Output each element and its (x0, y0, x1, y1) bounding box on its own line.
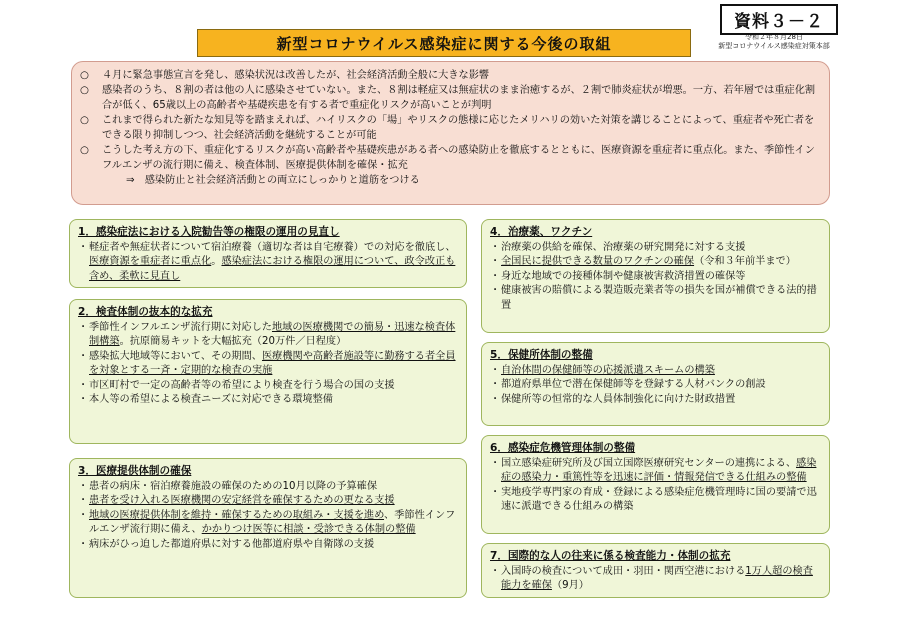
bullet-icon: ・ (490, 241, 501, 253)
summary-box (71, 61, 830, 205)
bullet-icon: ・ (490, 364, 501, 376)
section-heading: 2．検査体制の抜本的な拡充 (78, 306, 213, 318)
item-text: 全国民に提供できる数量のワクチンの確保（令和３年前半まで） (501, 256, 796, 267)
circle-bullet-icon: ○ (80, 145, 89, 156)
list-item (78, 393, 458, 408)
bullet-icon: ・ (78, 321, 89, 333)
summary-text: こうした考え方の下、重症化するリスクが高い高齢者や基礎疾患がある者への感染防止を徹底するとともに、医療資源を重症者に重点化。また、季節性インフルエンザの流行期に備え、検査体制、医療提供体制を確保・拡充 (102, 145, 815, 171)
item-text: 都道府県単位で潜在保健師等を登録する人材バンクの創設 (501, 379, 766, 390)
circle-bullet-icon: ○ (80, 85, 89, 96)
bullet-icon: ・ (490, 393, 501, 405)
bullet-icon: ・ (490, 565, 501, 577)
item-text: 保健所等の恒常的な人員体制強化に向けた財政措置 (501, 393, 736, 405)
item-text: 身近な地域での接種体制や健康被害救済措置の確保等 (501, 270, 746, 282)
list-item (78, 379, 458, 394)
bullet-icon: ・ (78, 538, 89, 550)
item-text: 本人等の希望による検査ニーズに対応できる環境整備 (89, 394, 333, 405)
item-text: 軽症者や無症状者について宿泊療養（適切な者は自宅療養）での対応を徹底し、医療資源を重症者に重点化。感染症法における権限の運用について、政令改正も含め、柔軟に見直し (89, 241, 456, 282)
section-card-5 (481, 342, 830, 426)
summary-conclusion: ⇒ 感染防止と社会経済活動との両立にしっかりと道筋をつける (126, 175, 420, 186)
summary-text: これまで得られた新たな知見等を踏まえれば、ハイリスクの「場」やリスクの態様に応じたメリハリの効いた対策を講じることによって、重症者や死亡者をできる限り抑制しつつ、社会経済活動を継続することが可能 (102, 115, 815, 141)
page-title: 新型コロナウイルス感染症に関する今後の取組 (197, 29, 691, 57)
list-item (490, 378, 821, 393)
section-heading: 5．保健所体制の整備 (490, 349, 593, 361)
bullet-icon: ・ (78, 241, 89, 253)
bullet-icon: ・ (490, 256, 501, 267)
section-card-3 (69, 458, 467, 598)
section-heading: 3．医療提供体制の確保 (78, 465, 192, 477)
item-text: 市区町村で一定の高齢者等の希望により検査を行う場合の国の支援 (89, 379, 395, 391)
list-item (78, 509, 458, 538)
bullet-icon: ・ (78, 350, 89, 362)
section-card-2 (69, 299, 467, 444)
list-item (78, 241, 458, 285)
circle-bullet-icon: ○ (80, 70, 89, 81)
list-item (490, 486, 821, 515)
item-text: 地域の医療提供体制を維持・確保するための取組み・支援を進め、季節性インフルエンザ流行期に備え、かかりつけ医等に相談・受診できる体制の整備 (89, 509, 456, 535)
circle-bullet-icon: ○ (80, 115, 89, 126)
item-text: 国立感染症研究所及び国立国際医療研究センターの連携による、感染症の感染力・重篤性等を迅速に評価・情報発信できる仕組みの整備 (501, 457, 817, 483)
item-text: 感染拡大地域等において、その期間、医療機関や高齢者施設等に勤務する者全員を対象とする一斉・定期的な検査の実施 (89, 350, 456, 376)
list-item (78, 350, 458, 379)
list-item (490, 270, 821, 285)
summary-paragraph (80, 143, 819, 173)
section-card-4 (481, 219, 830, 333)
section-heading: 1．感染症法における入院勧告等の権限の運用の見直し (78, 226, 340, 238)
bullet-icon: ・ (78, 480, 89, 492)
section-card-1 (69, 219, 467, 288)
item-text: 病床がひっ迫した都道府県に対する他都道府県や自衛隊の支援 (89, 538, 375, 550)
bullet-icon: ・ (78, 495, 89, 506)
bullet-icon: ・ (490, 285, 501, 296)
item-text: 季節性インフルエンザ流行期に対応した地域の医療機関での簡易・迅速な検査体制構築。抗原簡易キットを大幅拡充（20万件／日程度） (89, 321, 456, 347)
summary-paragraph (80, 113, 819, 143)
list-item (490, 457, 821, 486)
list-item (490, 284, 821, 313)
summary-paragraph (80, 68, 819, 83)
list-item (490, 241, 821, 256)
list-item (490, 393, 821, 408)
bullet-icon: ・ (490, 486, 501, 498)
list-item (78, 494, 458, 509)
bullet-icon: ・ (490, 457, 501, 469)
list-item (490, 255, 821, 270)
section-heading: 6．感染症危機管理体制の整備 (490, 442, 636, 454)
item-text: 治療薬の供給を確保、治療薬の研究開発に対する支援 (501, 241, 746, 253)
item-text: 入国時の検査について成田・羽田・関西空港における1万人超の検査能力を確保（9月） (501, 565, 813, 591)
list-item (78, 321, 458, 350)
section-heading: 7．国際的な人の往来に係る検査能力・体制の拡充 (490, 550, 731, 562)
bullet-icon: ・ (490, 379, 501, 390)
list-item (490, 364, 821, 379)
bullet-icon: ・ (78, 509, 89, 521)
section-heading: 4．治療薬、ワクチン (490, 226, 593, 238)
summary-text: ４月に緊急事態宣言を発し、感染状況は改善したが、社会経済活動全般に大きな影響 (102, 70, 490, 81)
item-text: 患者を受け入れる医療機関の安定経営を確保するための更なる支援 (89, 495, 395, 506)
list-item (490, 565, 821, 594)
document-issuer: 新型コロナウイルス感染症対策本部 (718, 42, 830, 50)
list-item (78, 480, 458, 495)
bullet-icon: ・ (78, 379, 89, 391)
section-card-6 (481, 435, 830, 534)
document-label: 資料３－２ (720, 4, 838, 35)
summary-paragraph (80, 83, 819, 113)
item-text: 患者の病床・宿泊療養施設の確保のための10月以降の予算確保 (89, 480, 378, 492)
section-card-7 (481, 543, 830, 598)
item-text: 自治体間の保健師等の応援派遣スキームの構築 (501, 364, 715, 376)
document-meta (700, 33, 848, 51)
bullet-icon: ・ (78, 394, 89, 405)
list-item (78, 538, 458, 553)
document-date: 令和２年８月28日 (745, 33, 803, 41)
item-text: 健康被害の賠償による製造販売業者等の損失を国が補償できる法的措置 (501, 285, 817, 311)
item-text: 実地疫学専門家の育成・登録による感染症危機管理時に国の要請で迅速に派遣できる仕組みの構築 (501, 486, 817, 512)
bullet-icon: ・ (490, 270, 501, 282)
summary-text: 感染者のうち、８割の者は他の人に感染させていない。また、８割は軽症又は無症状のまま治癒するが、２割で肺炎症状が増悪。一方、若年層では重症化割合が低く、65歳以上の高齢者や基礎疾患を有する者で重症化リスクが高いことが判明 (102, 85, 816, 111)
